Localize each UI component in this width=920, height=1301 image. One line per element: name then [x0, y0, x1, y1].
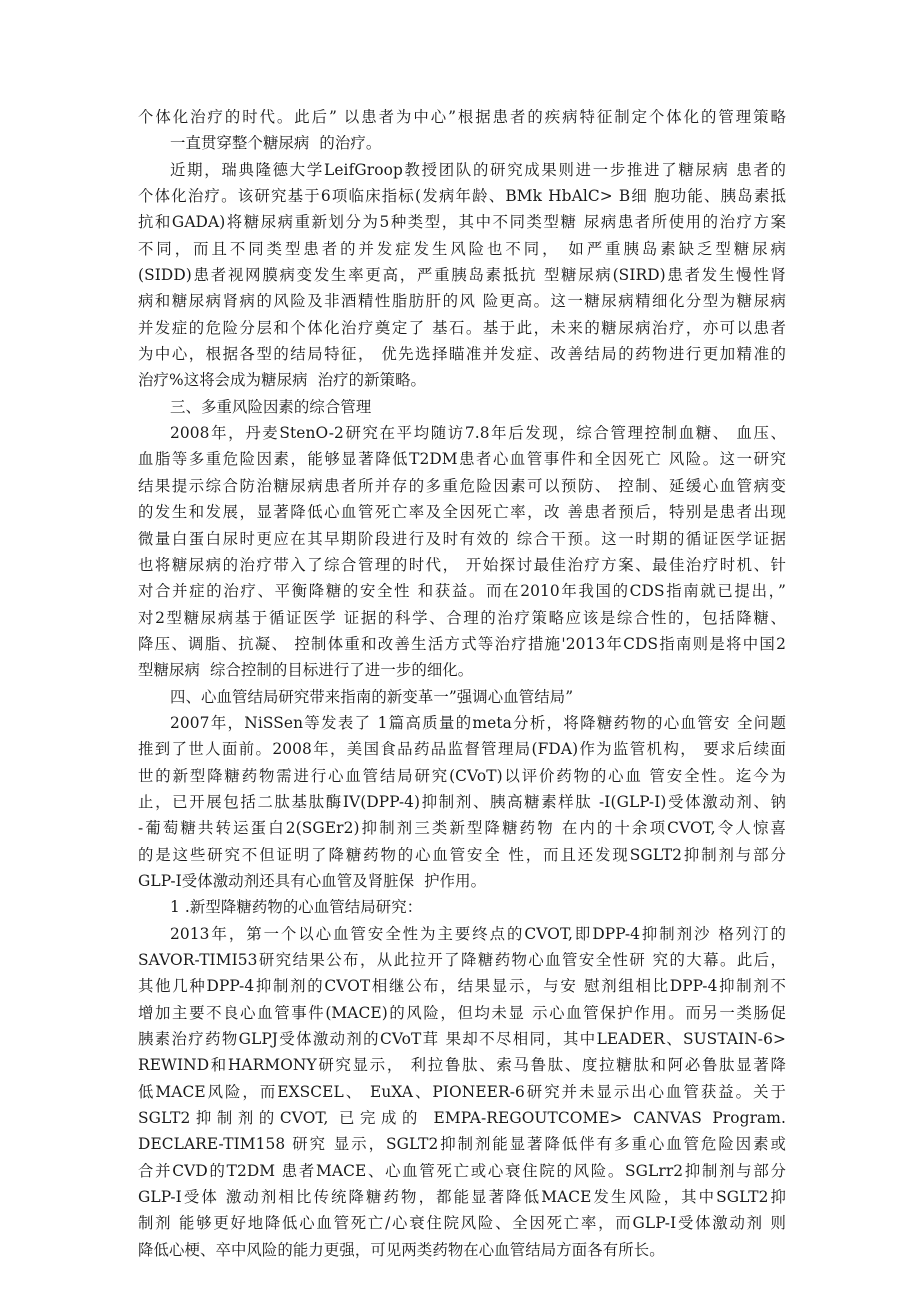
- text-line: SAVOR-TIMI53研究结果公布，从此拉开了降糖药物心血管安全性研 究的大幕。此后，: [138, 951, 786, 969]
- text-line: 推到了世人面前。2008年，美国食品药品监督管理局(FDA)作为监管机构， 要求后续面: [138, 740, 786, 759]
- text-line: 并发症的危险分层和个体化治疗奠定了 基石。基于此，未来的糖尿病治疗，亦可以患者: [138, 318, 786, 337]
- text-line: (SIDD)患者视网膜病变发生率更高，严重胰岛素抵抗 型糖尿病(SIRD)患者发生慢性肾: [138, 266, 786, 285]
- text-line: 抗和GADA)将糖尿病重新划分为5种类型，其中不同类型糖 尿病患者所使用的治疗方案: [138, 213, 786, 232]
- text-line: 为中心，根据各型的结局特征， 优先选择瞄准并发症、改善结局的药物进行更加精准的: [138, 345, 786, 364]
- text-line: 的发生和发展，显著降低心血管死亡率及全因死亡率，改 善患者预后，特别是患者出现: [138, 503, 786, 522]
- text-line: 世的新型降糖药物需进行心血管结局研究(CVoT)以评价药物的心血 管安全性。迄今为: [138, 766, 786, 785]
- text-line: 个体化治疗。该研究基于6项临床指标(发病年龄、BMk HbAlC> B细 胞功能、胰岛素抵: [138, 187, 786, 206]
- text-line: DECLARE-TIM158 研究 显示，SGLT2抑制剂能显著降低伴有多重心血管危险因素或: [138, 1135, 786, 1154]
- text-line: 对合并症的治疗、平衡降糖的安全性 和获益。而在2010年我国的CDS指南就已提出，”: [138, 582, 786, 601]
- text-line: 治疗%这将会成为糖尿病 治疗的新策略。: [138, 371, 427, 390]
- text-line: 不同，而且不同类型患者的并发症发生风险也不同， 如严重胰岛素缺乏型糖尿病: [138, 239, 786, 258]
- document-body: [138, 104, 786, 1263]
- text-line: 胰素治疗药物GLPJ受体激动剂的CVoT茸 果却不尽相同，其中LEADER、SUSTAIN-6>: [138, 1030, 786, 1049]
- text-line: 近期，瑞典隆德大学LeifGroop教授团队的研究成果则进一步推进了糖尿病 患者的: [170, 160, 786, 179]
- text-line: 病和糖尿病肾病的风险及非酒精性脂肪肝的风 险更高。这一糖尿病精细化分型为糖尿病: [138, 292, 786, 311]
- text-line: 增加主要不良心血管事件(MACE)的风险，但均未显 示心血管保护作用。而另一类肠促: [138, 1003, 786, 1022]
- text-line: 2007年，NiSSen等发表了 1篇高质量的meta分析，将降糖药物的心血管安 全问题: [170, 713, 786, 732]
- text-line: 降压、调脂、抗凝、 控制体重和改善生活方式等治疗措施'2013年CDS指南则是将中国2: [138, 634, 786, 653]
- text-line: 微量白蛋白尿时更应在其早期阶段进行及时有效的 综合干预。这一时期的循证医学证据: [138, 529, 786, 548]
- text-line: 制剂 能够更好地降低心血管死亡/心衰住院风险、全因死亡率，而GLP-I受体激动剂 则: [138, 1214, 786, 1233]
- text-line: 对2型糖尿病基于循证医学 证据的科学、合理的治疗策略应该是综合性的，包括降糖、: [138, 608, 786, 627]
- text-line: 降低心梗、卒中风险的能力更强，可见两类药物在心血管结局方面各有所长。: [138, 1240, 665, 1259]
- text-line: 血脂等多重危险因素，能够显著降低T2DM患者心血管事件和全因死亡 风险。这一研究: [138, 450, 786, 469]
- text-line: -葡萄糖共转运蛋白2(SGEr2)抑制剂三类新型降糖药物 在内的十余项CVOT,令人惊喜: [138, 819, 786, 838]
- text-line: 一直贯穿整个糖尿病 的治疗。: [170, 134, 382, 153]
- text-line: 三、多重风险因素的综合管理: [170, 397, 372, 416]
- text-line: GLP-I受体激动剂还具有心血管及肾脏保 护作用。: [138, 871, 487, 890]
- text-line: 其他几种DPP-4抑制剂的CVOT相继公布，结果显示，与安 慰剂组相比DPP-4抑制剂不: [138, 977, 786, 996]
- text-line: 结果提示综合防治糖尿病患者所并存的多重危险因素可以预防、 控制、延缓心血管病变: [138, 476, 786, 495]
- text-line: 低MACE风险，而EXSCEL、 EuXA、PIONEER-6研究并未显示出心血管获益。关于: [138, 1082, 786, 1101]
- text-line: 2013年，第一个以心血管安全性为主要终点的CVOT,即DPP-4抑制剂沙 格列汀的: [170, 924, 786, 943]
- text-line: SGLT2抑制剂的CVOT, 已完成的 EMPA-REGOUTCOME> CANVAS Program.: [138, 1109, 786, 1128]
- text-line: 型糖尿病 综合控制的目标进行了进一步的细化。: [138, 661, 474, 680]
- text-line: 1 .新型降糖药物的心血管结局研究：: [170, 898, 423, 917]
- text-line: 也将糖尿病的治疗带入了综合管理的时代， 开始探讨最佳治疗方案、最佳治疗时机、针: [138, 555, 786, 574]
- text-line: GLP-I受体 激动剂相比传统降糖药物，都能显著降低MACE发生风险，其中SGLT2抑: [138, 1188, 786, 1207]
- text-line: 个体化治疗的时代。此后” 以患者为中心”根据患者的疾病特征制定个体化的管理策略: [138, 108, 786, 126]
- text-line: 四、心血管结局研究带来指南的新变革一”强调心血管结局”: [170, 687, 574, 706]
- text-line: REWIND和HARMONY研究显示， 利拉鲁肽、索马鲁肽、度拉糖肽和阿必鲁肽显著降: [138, 1056, 786, 1075]
- text-line: 的是这些研究不但证明了降糖药物的心血管安全 性，而且还发现SGLT2抑制剂与部分: [138, 845, 786, 864]
- text-line: 合并CVD的T2DM 患者MACE、心血管死亡或心衰住院的风险。SGLrr2抑制剂与部分: [138, 1161, 786, 1180]
- text-line: 2008年，丹麦StenO-2研究在平均随访7.8年后发现，综合管理控制血糖、 血压、: [170, 424, 786, 443]
- text-line: 止，已开展包括二肽基肽酶IV(DPP-4)抑制剂、胰高糖素样肽 -I(GLP-I)受体激动剂、钠: [138, 792, 786, 811]
